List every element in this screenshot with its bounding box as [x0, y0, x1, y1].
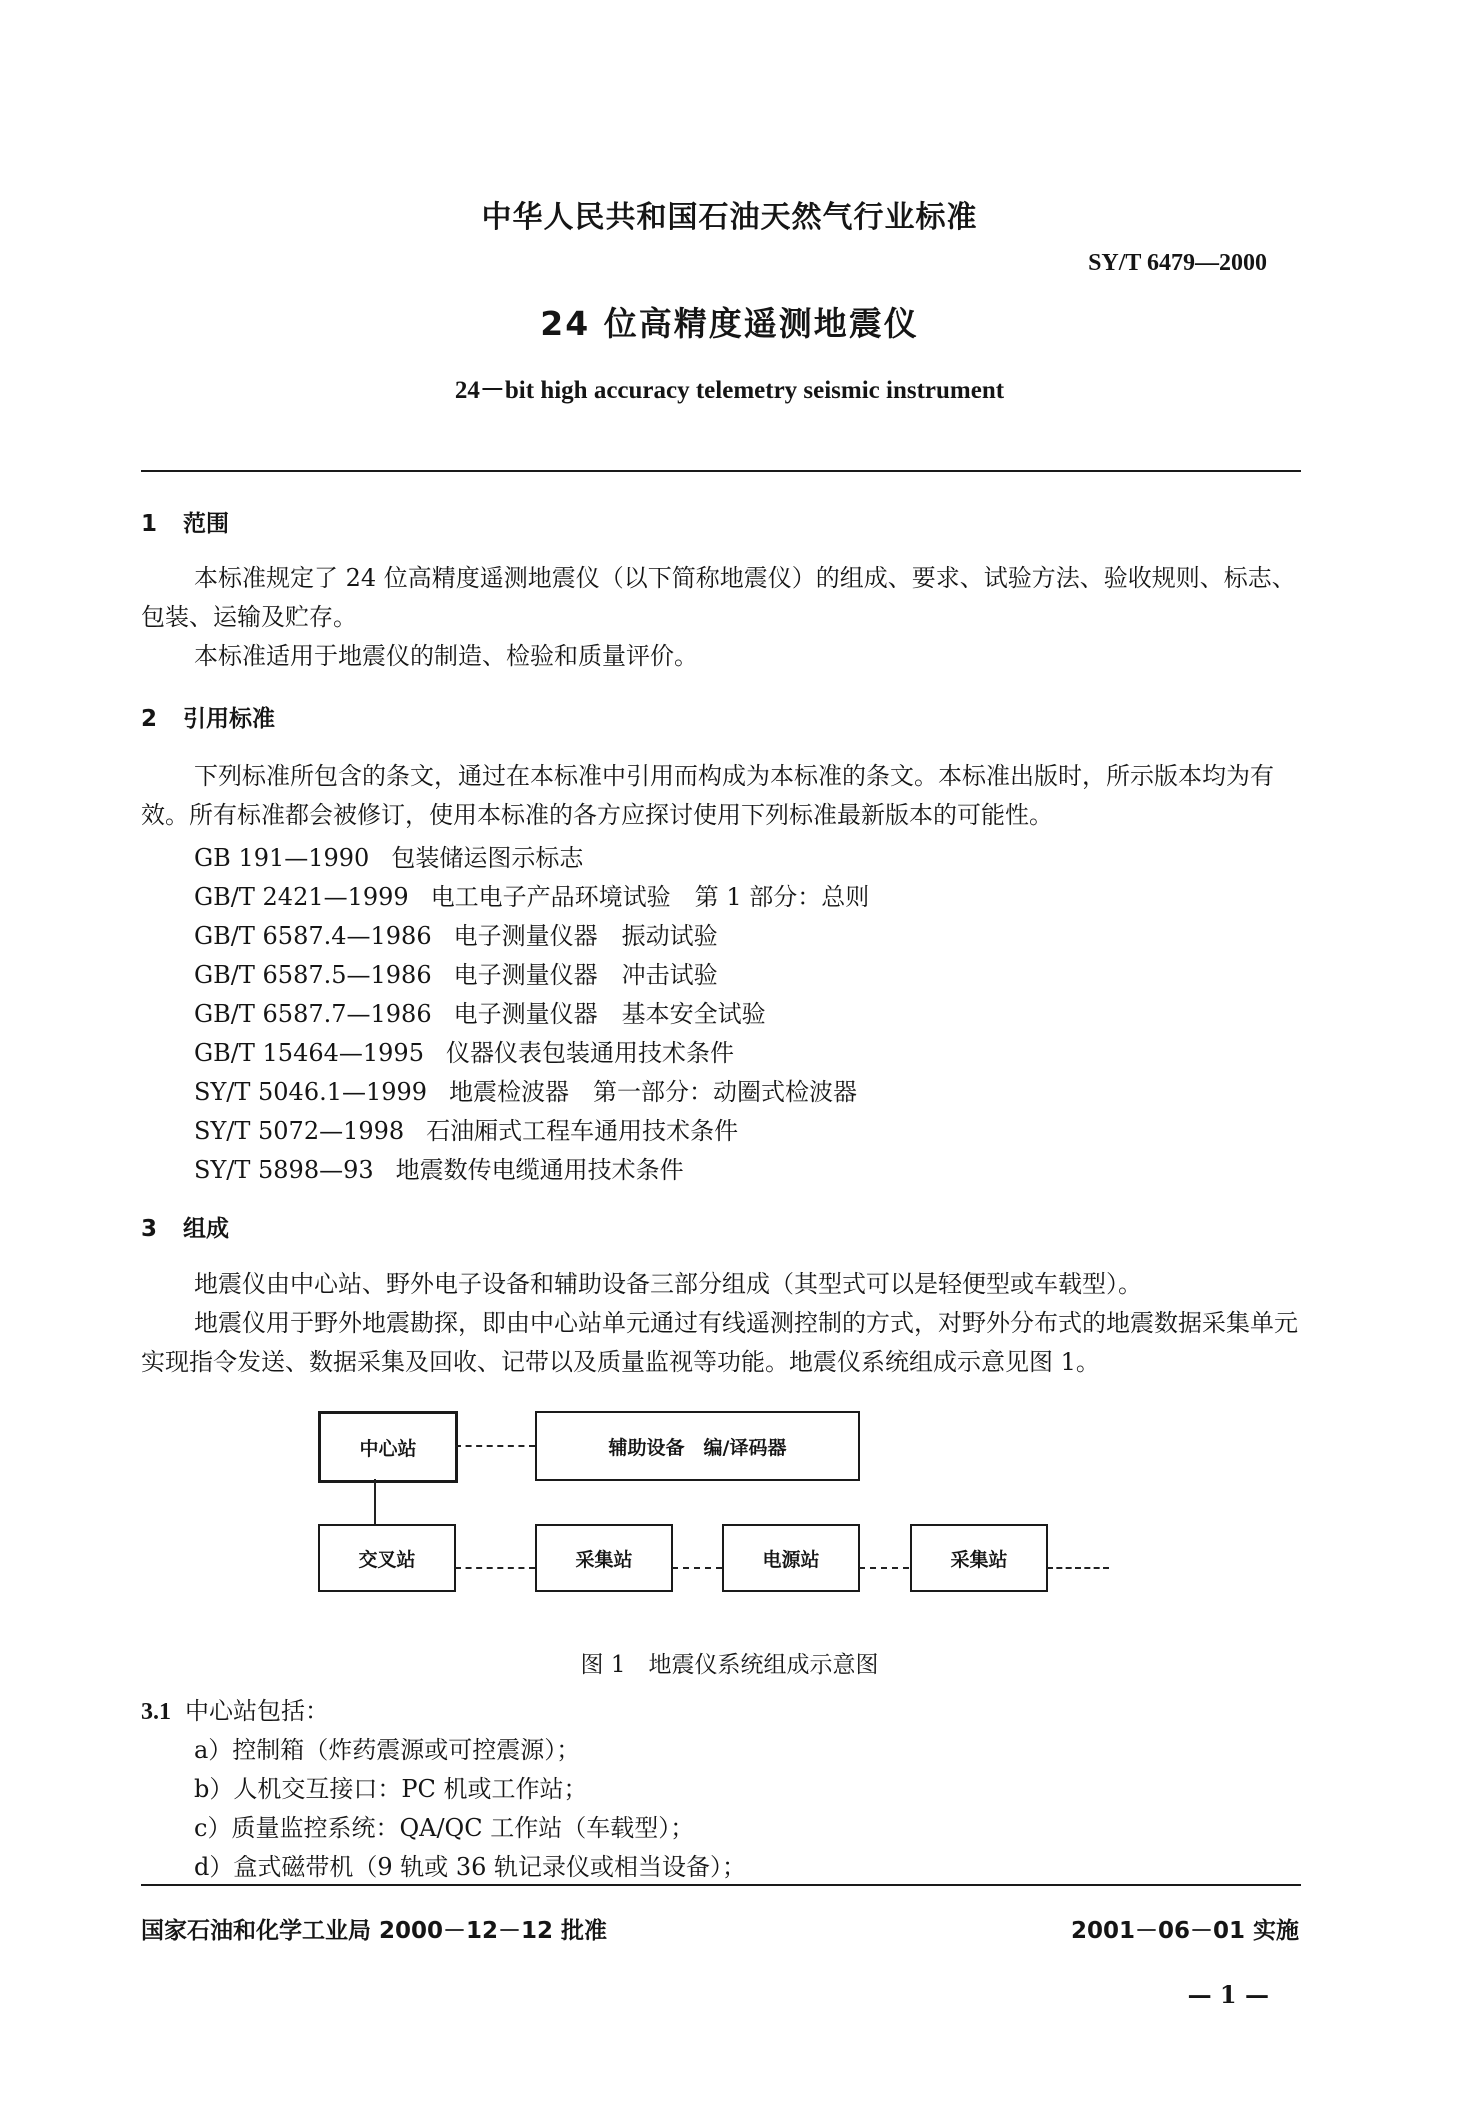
reference-title: 电子测量仪器 冲击试验	[453, 961, 718, 989]
acquisition-station-box: 采集站	[910, 1524, 1048, 1592]
reference-title: 仪器仪表包装通用技术条件	[445, 1039, 734, 1067]
section-3-body	[141, 1265, 1301, 1382]
cross-station-box: 交叉站	[318, 1524, 456, 1592]
paragraph: 本标准适用于地震仪的制造、检验和质量评价。	[194, 642, 698, 670]
page-number: — 1 —	[1187, 1980, 1269, 2009]
reference-item	[194, 1072, 857, 1107]
header-divider	[141, 470, 1301, 472]
standard-code: SY/T 6479—2000	[1088, 250, 1267, 276]
figure-caption: 图 1 地震仪系统组成示意图	[580, 1652, 879, 1678]
list-item: a）控制箱（炸药震源或可控震源）；	[194, 1736, 581, 1764]
section-1-body	[141, 559, 1301, 676]
document-title-chinese: 24 位高精度遥测地震仪	[540, 304, 919, 343]
list-item: c）质量监控系统：QA/QC 工作站（车载型）；	[194, 1814, 695, 1842]
reference-item	[194, 1033, 734, 1068]
reference-item	[194, 1150, 684, 1185]
reference-title: 地震检波器 第一部分：动圈式检波器	[449, 1078, 858, 1106]
reference-item	[194, 1111, 738, 1146]
solid-connector	[374, 1479, 376, 1524]
section-2-body	[141, 757, 1301, 835]
reference-item	[194, 955, 718, 990]
section-title: 范围	[183, 511, 229, 537]
document-title-english: 24－bit high accuracy telemetry seismic instrument	[454, 377, 1005, 404]
reference-item	[194, 877, 869, 912]
reference-item	[194, 916, 718, 951]
power-station-box: 电源站	[722, 1524, 860, 1592]
reference-title: 电子测量仪器 基本安全试验	[453, 1000, 766, 1028]
issuing-organization: 中华人民共和国石油天然气行业标准	[481, 200, 978, 235]
list-item: b）人机交互接口：PC 机或工作站；	[194, 1775, 588, 1803]
dashed-connector	[859, 1567, 909, 1569]
section-2-heading	[141, 700, 275, 733]
section-1-heading	[141, 505, 229, 538]
subsection-title: 中心站包括：	[185, 1697, 329, 1725]
paragraph: 地震仪用于野外地震勘探，即由中心站单元通过有线遥测控制的方式，对野外分布式的地震数据采集单元实现指令发送、数据采集及回收、记带以及质量监视等功能。地震仪系统组成示意见图 1。	[141, 1309, 1298, 1376]
dashed-connector	[672, 1567, 722, 1569]
reference-title: 石油厢式工程车通用技术条件	[426, 1117, 739, 1145]
reference-code: GB/T 15464—1995	[194, 1039, 424, 1067]
dashed-connector	[455, 1567, 535, 1569]
dashed-connector	[1047, 1567, 1109, 1569]
reference-code: GB 191—1990	[194, 844, 370, 872]
section-title: 引用标准	[183, 706, 275, 732]
paragraph: 地震仪由中心站、野外电子设备和辅助设备三部分组成（其型式可以是轻便型或车载型）。	[194, 1270, 1142, 1298]
reference-item	[194, 994, 766, 1029]
section-number: 3	[141, 1216, 158, 1242]
reference-title: 电工电子产品环境试验 第 1 部分：总则	[430, 883, 870, 911]
paragraph: 本标准规定了 24 位高精度遥测地震仪（以下简称地震仪）的组成、要求、试验方法、验收规则、标志、包装、运输及贮存。	[141, 564, 1296, 631]
acquisition-station-box: 采集站	[535, 1524, 673, 1592]
reference-code: SY/T 5046.1—1999	[194, 1078, 428, 1106]
footer-divider	[141, 1884, 1301, 1886]
list-item: d）盒式磁带机（9 轨或 36 轨记录仪或相当设备）；	[194, 1853, 747, 1881]
reference-title: 地震数传电缆通用技术条件	[395, 1156, 684, 1184]
section-title: 组成	[183, 1216, 229, 1242]
section-number: 2	[141, 706, 158, 732]
section-3-heading	[141, 1210, 229, 1243]
approval-date: 国家石油和化学工业局 2000－12－12 批准	[141, 1918, 608, 1944]
reference-code: GB/T 6587.5—1986	[194, 961, 432, 989]
paragraph: 下列标准所包含的条文，通过在本标准中引用而构成为本标准的条文。本标准出版时，所示版本均为有效。所有标准都会被修订，使用本标准的各方应探讨使用下列标准最新版本的可能性。	[141, 762, 1274, 829]
reference-code: GB/T 6587.7—1986	[194, 1000, 432, 1028]
reference-item	[194, 838, 583, 873]
effective-date: 2001－06－01 实施	[1070, 1918, 1299, 1944]
dashed-connector	[455, 1445, 535, 1447]
reference-code: GB/T 6587.4—1986	[194, 922, 432, 950]
reference-code: GB/T 2421—1999	[194, 883, 409, 911]
reference-code: SY/T 5898—93	[194, 1156, 374, 1184]
reference-title: 包装储运图示标志	[391, 844, 584, 872]
subsection-number: 3.1	[141, 1699, 171, 1725]
center-station-box: 中心站	[318, 1411, 458, 1483]
reference-title: 电子测量仪器 振动试验	[453, 922, 718, 950]
section-number: 1	[141, 511, 158, 537]
auxiliary-equipment-box: 辅助设备 编/译码器	[535, 1411, 860, 1481]
reference-code: SY/T 5072—1998	[194, 1117, 405, 1145]
subsection-3-1-heading	[141, 1691, 329, 1726]
